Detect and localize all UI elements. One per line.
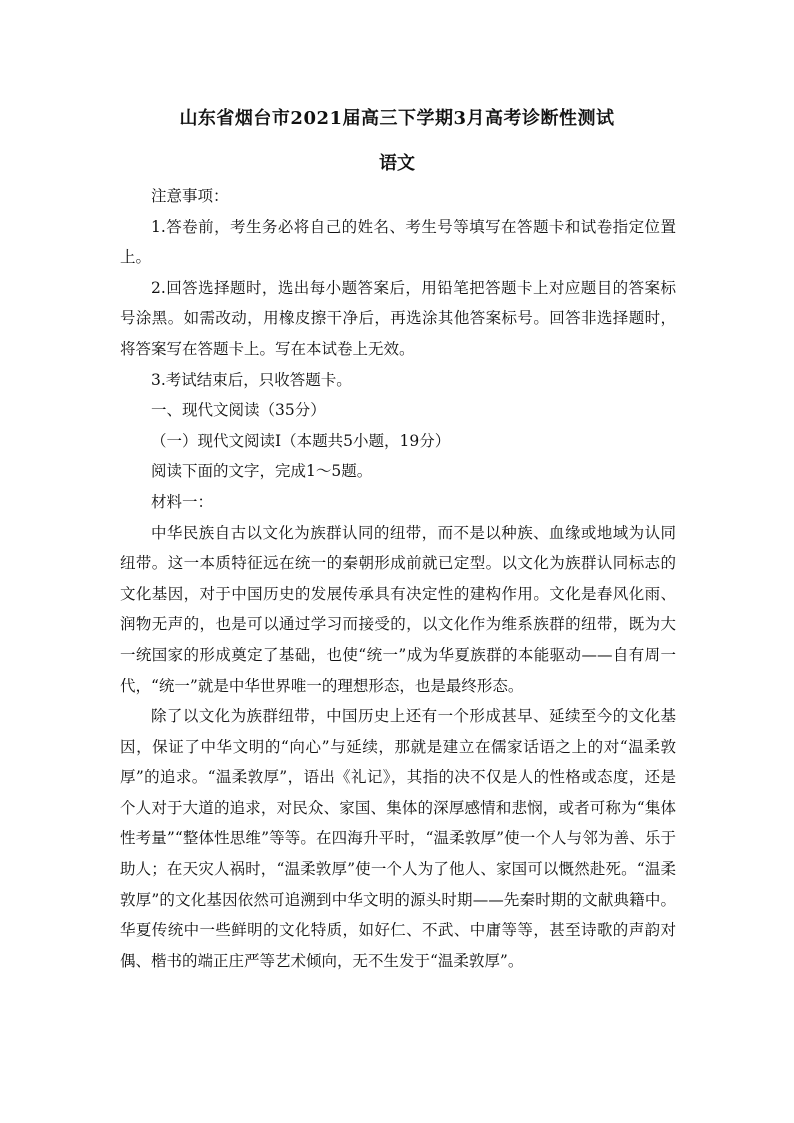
document-title: 山东省烟台市2021届高三下学期3月高考诊断性测试	[179, 108, 615, 129]
subsection-heading: （一）现代文阅读Ⅰ（本题共5小题，19分）	[151, 431, 451, 450]
material-paragraph-1: 中华民族自古以文化为族群认同的纽带，而不是以种族、血缘或地域为认同纽带。这一本质特征远在统一的秦朝形成前就已定型。以文化为族群认同标志的文化基因，对于中国历史的发展传承具有决定性的建构作用。文化是春风化雨、润物无声的，也是可以通过学习而接受的，以文化作为维系族群的纽带，既为大一统国家的形成奠定了基础，也使“统一”成为华夏族群的本能驱动——自有周一代，“统一”就是中华世界唯一的理想形态，也是最终形态。	[120, 523, 676, 695]
notice-item-1: 1.答卷前，考生务必将自己的姓名、考生号等填写在答题卡和试卷指定位置上。	[120, 217, 676, 267]
document-body	[120, 181, 676, 976]
notice-item-3: 3.考试结束后，只收答题卡。	[151, 370, 352, 389]
notice-heading: 注意事项：	[151, 187, 229, 205]
material-paragraph-2: 除了以文化为族群纽带，中国历史上还有一个形成甚早、延续至今的文化基因，保证了中华文明的“向心”与延续，那就是建立在儒家话语之上的对“温柔敦厚”的追求。“温柔敦厚”，语出《礼记》，其指的决不仅是人的性格或态度，还是个人对于大道的追求，对民众、家国、集体的深厚感情和悲悯，或者可称为“集体性考量”“整体性思维”等等。在四海升平时，“温柔敦厚”使一个人与邻为善、乐于助人；在天灾人祸时，“温柔敦厚”使一个人为了他人、家国可以慨然赴死。“温柔敦厚”的文化基因依然可追溯到中华文明的源头时期——先秦时期的文献典籍中。华夏传统中一些鲜明的文化特质，如好仁、不武、中庸等等，甚至诗歌的声韵对偶、楷书的端正庄严等艺术倾向，无不生发于“温柔敦厚”。	[120, 707, 676, 970]
section-heading: 一、现代文阅读（35分）	[151, 401, 326, 420]
reading-instruction: 阅读下面的文字，完成1～5题。	[151, 462, 373, 481]
material-label: 材料一：	[151, 492, 214, 511]
document-subject: 语文	[379, 153, 415, 174]
notice-item-2: 2.回答选择题时，选出每小题答案后，用铅笔把答题卡上对应题目的答案标号涂黑。如需改动，用橡皮擦干净后，再选涂其他答案标号。回答非选择题时，将答案写在答题卡上。写在本试卷上无效。	[120, 278, 676, 358]
